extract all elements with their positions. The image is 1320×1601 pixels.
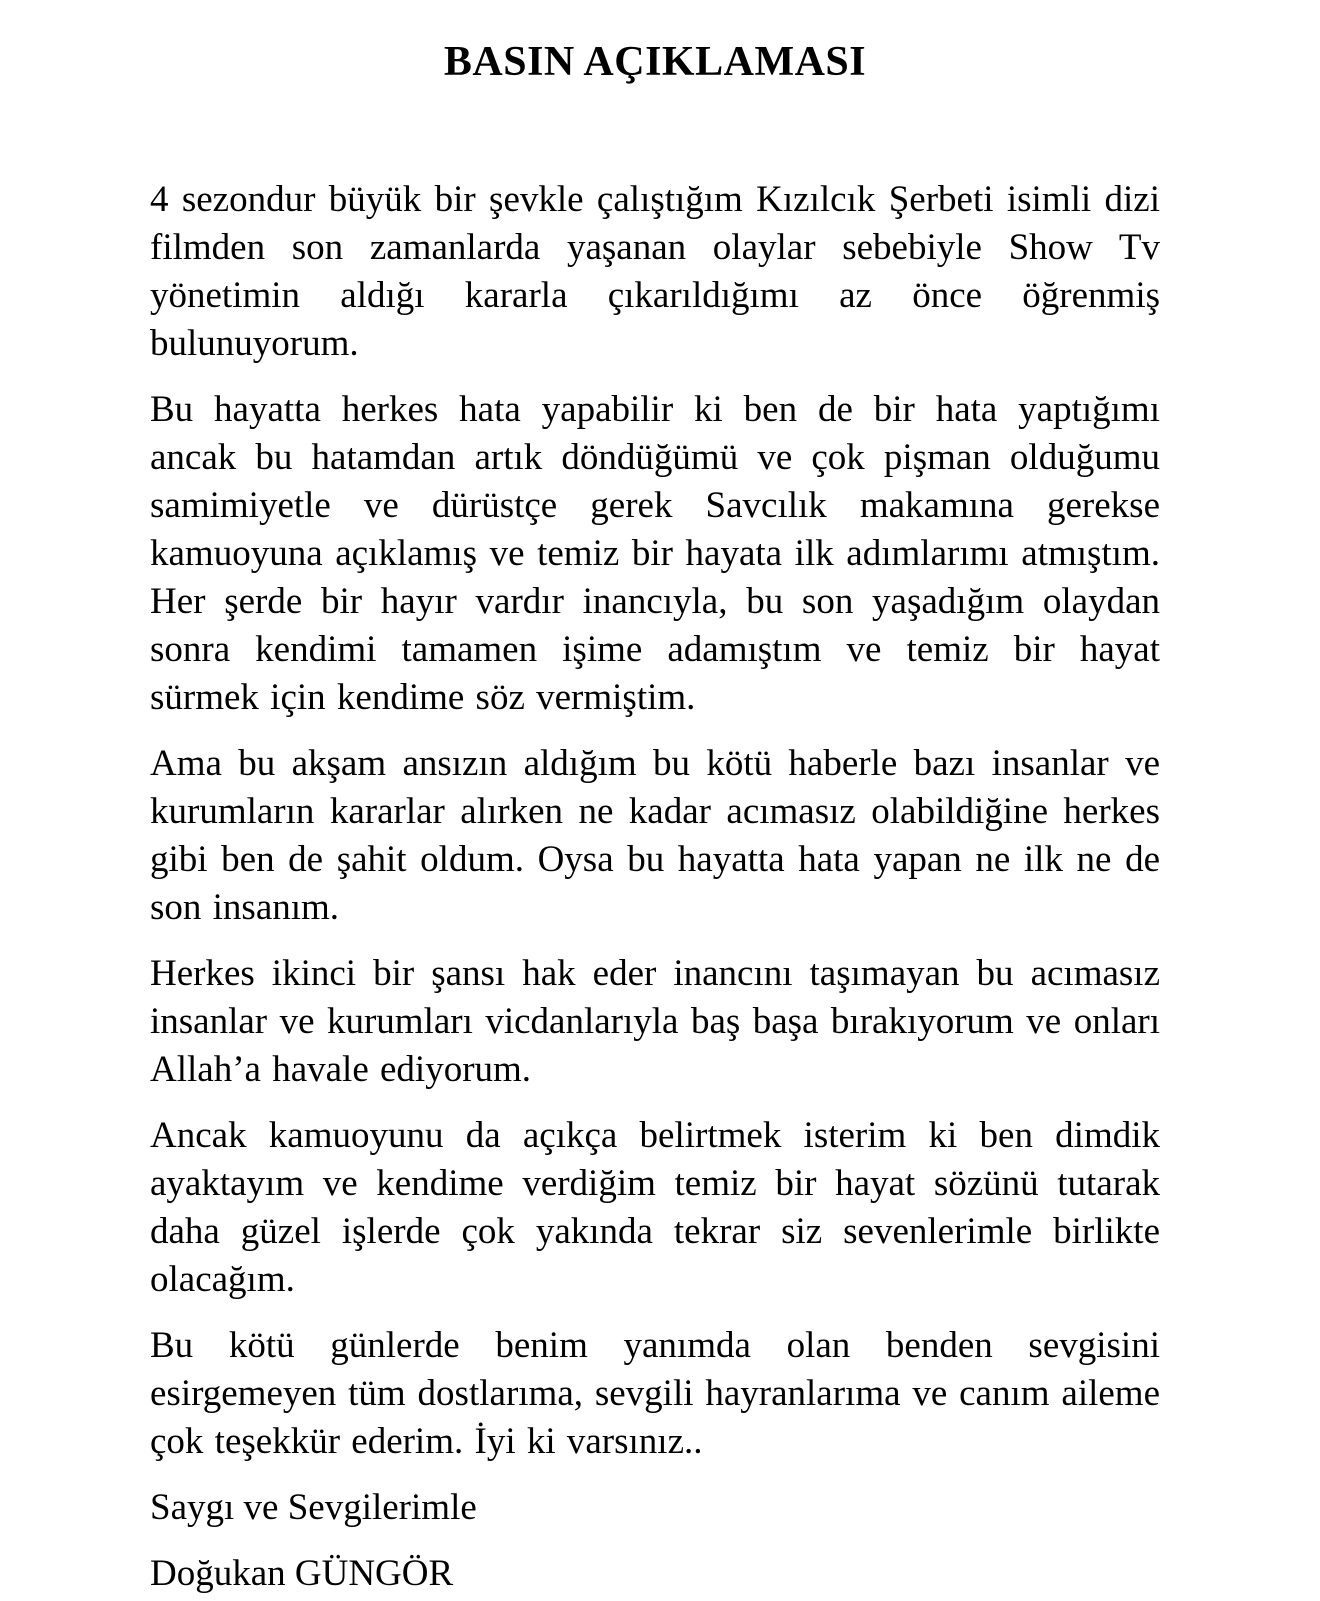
document-title: BASIN AÇIKLAMASI bbox=[443, 39, 867, 85]
paragraph-intro: 4 sezondur büyük bir şevkle çalıştığım Kızılcık Şerbeti isimli dizi filmden son zamanlarda yaşanan olaylar sebebiyle Show Tv yönetimin aldığı kararla çıkarıldığımı az önce öğrenmiş bulunuyorum. bbox=[150, 179, 1160, 364]
paragraph-reaction: Ama bu akşam ansızın aldığım bu kötü haberle bazı insanlar ve kurumların kararlar alırken ne kadar acımasız olabildiğine herkes gibi ben de şahit oldum. Oysa bu hayatta hata yapan ne ilk ne de son insanım. bbox=[150, 743, 1160, 928]
paragraph-second-chance: Herkes ikinci bir şansı hak eder inancını taşımayan bu acımasız insanlar ve kurumları vicdanlarıyla baş başa bırakıyorum ve onları Allah’a havale ediyorum. bbox=[150, 953, 1160, 1090]
paragraph-promise: Ancak kamuoyunu da açıkça belirtmek isterim ki ben dimdik ayaktayım ve kendime verdiğim temiz bir hayat sözünü tutarak daha güzel işlerde çok yakında tekrar siz sevenlerimle birlikte olacağım. bbox=[150, 1115, 1160, 1300]
paragraph-regret: Bu hayatta herkes hata yapabilir ki ben de bir hata yaptığımı ancak bu hatamdan artık döndüğümü ve çok pişman olduğumu samimiyetle ve dürüstçe gerek Savcılık makamına gerekse kamuoyuna açıklamış ve temiz bir hayata ilk adımlarımı atmıştım. Her şerde bir hayır vardır inancıyla, bu son yaşadığım olaydan sonra kendimi tamamen işime adamıştım ve temiz bir hayat sürmek için kendime söz vermiştim. bbox=[150, 389, 1160, 718]
closing-salutation: Saygı ve Sevgilerimle bbox=[150, 1487, 477, 1528]
paragraph-thanks: Bu kötü günlerde benim yanımda olan benden sevgisini esirgemeyen tüm dostlarıma, sevgili hayranlarıma ve canım aileme çok teşekkür ederim. İyi ki varsınız.. bbox=[150, 1325, 1160, 1462]
signature-name: Doğukan GÜNGÖR bbox=[150, 1553, 454, 1594]
